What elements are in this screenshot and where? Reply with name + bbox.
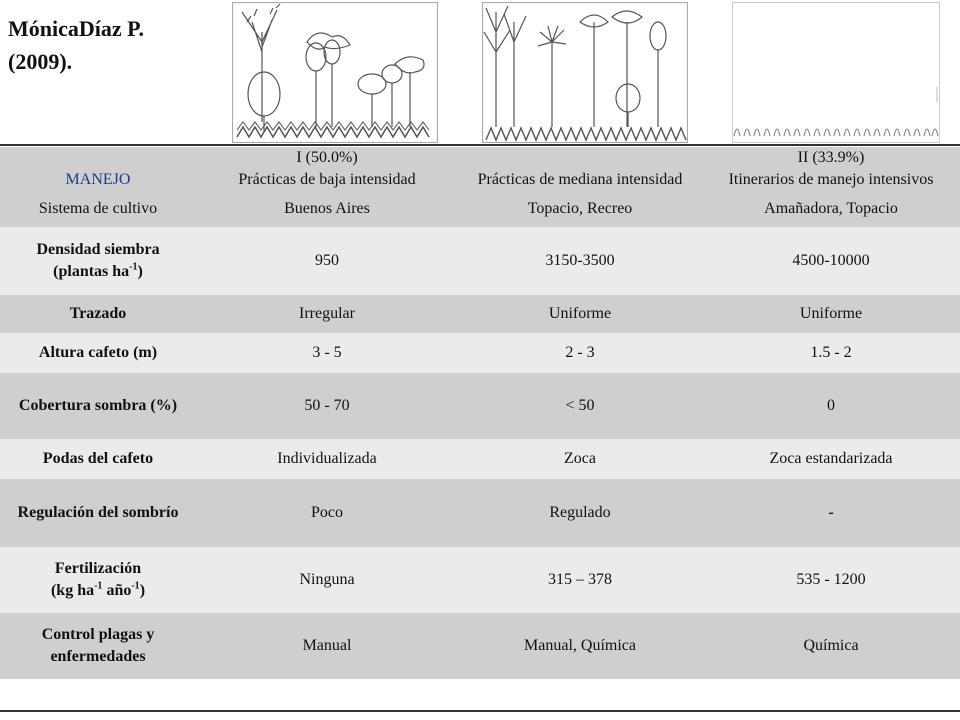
cell-value: 50 - 70	[196, 373, 458, 439]
row-label: Cobertura sombra (%)	[0, 373, 196, 439]
cell-value: 950	[196, 227, 458, 295]
header	[0, 0, 960, 145]
manejo-label: MANEJO	[65, 171, 131, 188]
monoculture-drawing	[732, 2, 940, 143]
cell-value: 3 - 5	[196, 333, 458, 373]
cell-value: Irregular	[196, 295, 458, 333]
row-label: Densidad siembra (plantas $ha^{-1}$)	[0, 227, 196, 295]
illustration-intensive	[732, 2, 940, 143]
agroforest-drawing-2	[482, 2, 688, 143]
sistema-label: Sistema de cultivo	[0, 191, 196, 227]
cell-value: 4500-10000	[702, 227, 960, 295]
sistema-row	[0, 191, 960, 227]
cell-value: Regulado	[458, 479, 702, 547]
table-row	[0, 439, 960, 479]
sistema-value-1: Buenos Aires	[196, 191, 458, 227]
cell-value: 1.5 - 2	[702, 333, 960, 373]
header-col3	[702, 147, 960, 191]
cell-value: 3150-3500	[458, 227, 702, 295]
table-row	[0, 373, 960, 439]
cell-value: Zoca	[458, 439, 702, 479]
table-row	[0, 295, 960, 333]
cell-value: Zoca estandarizada	[702, 439, 960, 479]
table-row	[0, 227, 960, 295]
cell-value: < 50	[458, 373, 702, 439]
cell-value: 535 - 1200	[702, 547, 960, 613]
row-label: Podas del cafeto	[0, 439, 196, 479]
cell-value: 315 – 378	[458, 547, 702, 613]
row-label: Regulación del sombrío	[0, 479, 196, 547]
table-row	[0, 547, 960, 613]
cell-value: Manual, Química	[458, 613, 702, 679]
row-label: Altura cafeto (m)	[0, 333, 196, 373]
cell-value: Ninguna	[196, 547, 458, 613]
cell-value: Poco	[196, 479, 458, 547]
cell-value: -	[702, 479, 960, 547]
management-table	[0, 147, 960, 679]
desc-label-3: Itinerarios de manejo intensivos	[728, 171, 934, 188]
row-label: Trazado	[0, 295, 196, 333]
cell-value: 2 - 3	[458, 333, 702, 373]
bottom-divider	[0, 710, 960, 712]
row-label: Fertilización (kg $ha^{-1}$ año$^{-1}$)	[0, 547, 196, 613]
row-label: Control plagas y enfermedades	[0, 613, 196, 679]
manejo-label-cell	[0, 147, 196, 191]
sistema-value-3: Amañadora, Topacio	[702, 191, 960, 227]
cell-value: Manual	[196, 613, 458, 679]
table-row	[0, 333, 960, 373]
group-label-3: II (33.9%)	[797, 149, 865, 166]
cell-value: Química	[702, 613, 960, 679]
author-name: MónicaDíaz P.	[8, 16, 145, 41]
desc-label-2: Prácticas de mediana intensidad	[477, 171, 683, 188]
cell-value: 0	[702, 373, 960, 439]
top-divider	[0, 144, 960, 146]
author-year: (2009).	[8, 49, 73, 74]
desc-label-1: Prácticas de baja intensidad	[238, 171, 416, 188]
header-row-group	[0, 147, 960, 191]
sistema-value-2: Topacio, Recreo	[458, 191, 702, 227]
cell-value: Uniforme	[458, 295, 702, 333]
group-label-1: I (50.0%)	[296, 149, 358, 166]
header-col2	[458, 147, 702, 191]
agroforest-drawing-1	[232, 2, 438, 143]
cell-value: Uniforme	[702, 295, 960, 333]
header-col1	[196, 147, 458, 191]
author-citation	[8, 12, 144, 78]
table-row	[0, 613, 960, 679]
table-row	[0, 479, 960, 547]
illustration-low-intensity	[232, 2, 438, 143]
cell-value: Individualizada	[196, 439, 458, 479]
group-label-2	[462, 147, 698, 169]
illustration-medium-intensity	[482, 2, 688, 143]
